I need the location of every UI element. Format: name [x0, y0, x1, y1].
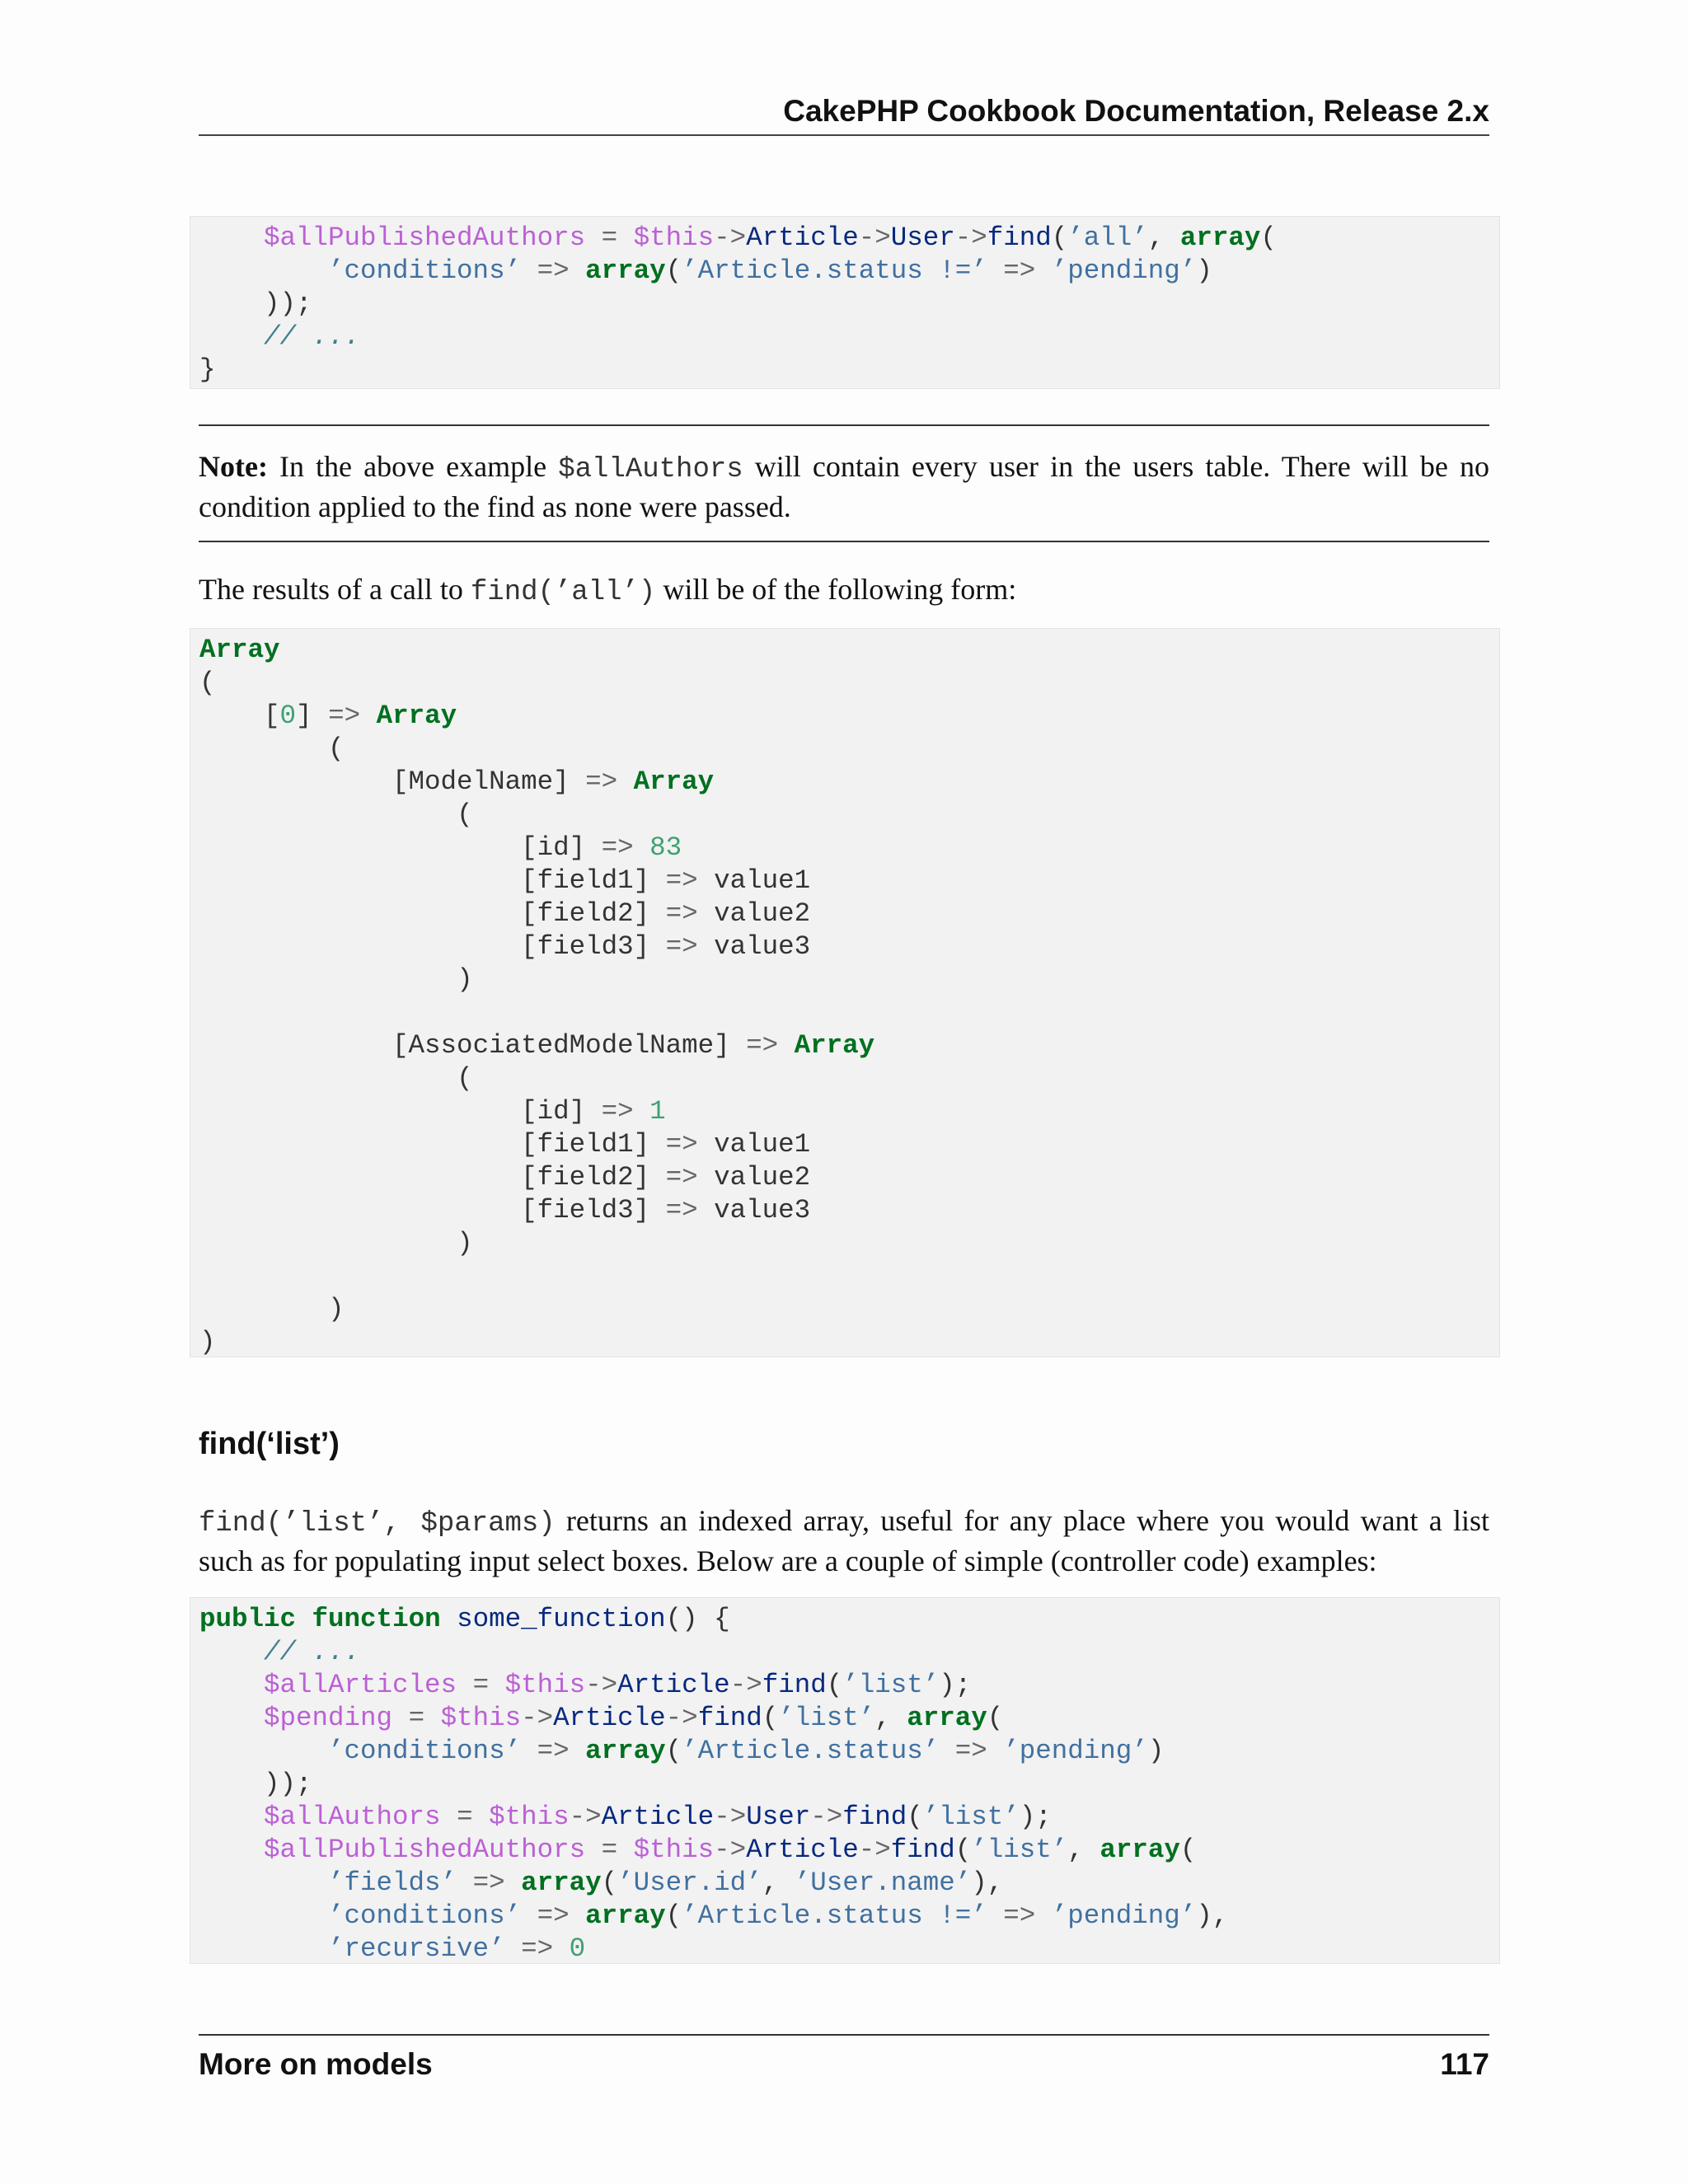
- find-list-text: returns an indexed array, useful for any place where you would want a list such as for populating input select boxes. Below are a couple of simple (controller code) examples:: [199, 1504, 1489, 1577]
- code-line: [199, 1194, 1499, 1227]
- code-token: $allPublishedAuthors: [264, 1835, 586, 1865]
- note-box: [199, 424, 1489, 542]
- code-token: [553, 1933, 570, 1964]
- code-token: value2: [714, 1162, 811, 1193]
- code-token: ’list’: [778, 1703, 875, 1733]
- code-line: [199, 1834, 1499, 1867]
- code-token: [521, 1736, 537, 1766]
- code-token: [698, 1195, 715, 1226]
- code-token: ’fields’: [328, 1868, 457, 1898]
- code-token: [521, 1900, 537, 1931]
- code-token: [617, 223, 634, 253]
- code-token: [field3]: [521, 931, 650, 962]
- code-token: find: [762, 1670, 827, 1700]
- note-label: Note:: [199, 450, 268, 483]
- code-token: [199, 1736, 328, 1766]
- code-token: [730, 1030, 747, 1061]
- code-line: [199, 1603, 1499, 1636]
- code-token: value1: [714, 1129, 811, 1160]
- code-line: [199, 1227, 1499, 1260]
- code-token: 83: [649, 832, 682, 863]
- code-token: [199, 1063, 457, 1094]
- code-token: $pending: [264, 1703, 393, 1733]
- code-token: ,: [874, 1703, 907, 1733]
- section-heading: find(‘list’): [199, 1427, 340, 1461]
- code-token: value3: [714, 1195, 811, 1226]
- code-line: [199, 1095, 1499, 1128]
- code-token: [199, 832, 521, 863]
- code-token: [360, 701, 377, 731]
- code-token: (: [665, 255, 682, 286]
- code-token: ->: [729, 1670, 762, 1700]
- code-token: [199, 1900, 328, 1931]
- page-number: 117: [1440, 2047, 1489, 2081]
- code-token: 0: [279, 701, 297, 731]
- code-line: [199, 963, 1499, 996]
- code-token: [199, 321, 264, 352]
- code-token: [585, 1096, 602, 1127]
- code-token: ): [328, 1294, 345, 1324]
- code-line: [199, 930, 1499, 963]
- code-token: =: [472, 1670, 490, 1700]
- code-token: [199, 1703, 264, 1733]
- code-token: (: [457, 799, 473, 830]
- code-token: [1035, 1900, 1052, 1931]
- code-token: [199, 1868, 328, 1898]
- code-token: ->: [714, 1835, 747, 1865]
- code-token: [585, 1835, 602, 1865]
- code-token: ): [199, 1327, 216, 1357]
- code-line: [199, 700, 1499, 733]
- code-line: [199, 1867, 1499, 1900]
- code-token: ->: [810, 1802, 843, 1832]
- code-token: [199, 223, 264, 253]
- code-token: User: [746, 1802, 811, 1832]
- code-token: [199, 1933, 328, 1964]
- code-token: (: [762, 1703, 779, 1733]
- code-token: [987, 1900, 1004, 1931]
- code-token: [649, 1162, 666, 1193]
- code-token: =>: [601, 1096, 634, 1127]
- code-token: ): [1147, 1736, 1165, 1766]
- code-token: $allArticles: [264, 1670, 457, 1700]
- code-token: ->: [714, 1802, 747, 1832]
- code-token: [617, 766, 634, 797]
- code-token: // ...: [264, 321, 361, 352]
- code-token: ->: [954, 223, 987, 253]
- code-token: [199, 1802, 264, 1832]
- code-token: );: [1019, 1802, 1052, 1832]
- code-token: $this: [504, 1670, 586, 1700]
- code-line: [199, 898, 1499, 930]
- code-line: [199, 1933, 1499, 1964]
- code-token: =: [408, 1703, 425, 1733]
- code-line: [199, 1260, 1499, 1293]
- code-block-result-form: [190, 628, 1500, 1357]
- code-token: [id]: [521, 1096, 586, 1127]
- code-token: [505, 1868, 522, 1898]
- code-token: =>: [746, 1030, 779, 1061]
- code-token: =>: [537, 1736, 570, 1766]
- code-token: [199, 733, 328, 764]
- code-token: [570, 255, 586, 286]
- find-list-paragraph: [199, 1502, 1489, 1580]
- code-token: array: [907, 1703, 987, 1733]
- code-token: ’conditions’: [328, 255, 522, 286]
- code-token: ));: [264, 1769, 312, 1799]
- code-token: (: [826, 1670, 843, 1700]
- code-line: [199, 255, 1499, 288]
- code-token: =>: [954, 1736, 987, 1766]
- code-line: [199, 288, 1499, 321]
- code-token: [585, 832, 602, 863]
- code-line: [199, 766, 1499, 799]
- code-token: [296, 1604, 312, 1634]
- code-line: [199, 1900, 1499, 1933]
- code-token: [199, 766, 392, 797]
- code-token: $allAuthors: [264, 1802, 441, 1832]
- code-token: array: [585, 1900, 666, 1931]
- code-token: ’User.name’: [794, 1868, 972, 1898]
- code-token: [424, 1703, 441, 1733]
- code-token: (: [199, 668, 216, 698]
- code-token: ’Article.status !=’: [682, 1900, 987, 1931]
- code-token: [199, 1637, 264, 1667]
- running-footer: [199, 2034, 1489, 2085]
- code-token: ->: [858, 223, 891, 253]
- code-token: =>: [665, 1162, 698, 1193]
- code-token: =>: [521, 1933, 554, 1964]
- code-token: [457, 1670, 473, 1700]
- code-line: [199, 1801, 1499, 1834]
- code-token: Article: [746, 1835, 859, 1865]
- code-token: Array: [199, 635, 280, 665]
- code-token: value2: [714, 898, 811, 929]
- code-token: (: [457, 1063, 473, 1094]
- code-token: function: [312, 1604, 441, 1634]
- results-text-after: will be of the following form:: [655, 573, 1017, 606]
- code-token: [778, 1030, 795, 1061]
- code-token: =>: [665, 931, 698, 962]
- code-token: ->: [521, 1703, 554, 1733]
- code-token: =>: [537, 255, 570, 286]
- code-token: $this: [633, 223, 715, 253]
- code-token: [649, 1129, 666, 1160]
- note-text-after: will contain every user in the users table. There will be no condition applied to the find as none were passed.: [199, 450, 1489, 523]
- code-token: ’conditions’: [328, 1736, 522, 1766]
- code-token: =>: [665, 1129, 698, 1160]
- code-token: ->: [665, 1703, 698, 1733]
- code-token: [199, 1769, 264, 1799]
- code-token: [649, 1195, 666, 1226]
- code-line: [199, 1636, 1499, 1669]
- code-token: [199, 964, 457, 995]
- code-token: [199, 1228, 457, 1258]
- code-token: [698, 1162, 715, 1193]
- code-token: [649, 898, 666, 929]
- code-token: [199, 799, 457, 830]
- code-token: [939, 1736, 955, 1766]
- code-token: [field1]: [521, 865, 650, 896]
- code-token: $allPublishedAuthors: [264, 223, 586, 253]
- code-token: =>: [472, 1868, 505, 1898]
- code-token: [id]: [521, 832, 586, 863]
- code-token: ,: [762, 1868, 795, 1898]
- code-line: [199, 996, 1499, 1029]
- code-token: [489, 1670, 505, 1700]
- code-token: ->: [585, 1670, 618, 1700]
- code-token: (: [1051, 223, 1068, 253]
- code-line: [199, 667, 1499, 700]
- code-token: [199, 1294, 328, 1324]
- code-line: [199, 733, 1499, 766]
- code-token: (: [987, 1703, 1004, 1733]
- note-text-before: In the above example: [279, 450, 559, 483]
- note-inline-code: $allAuthors: [558, 454, 743, 485]
- code-token: array: [585, 1736, 666, 1766]
- code-line: [199, 1161, 1499, 1194]
- code-token: array: [521, 1868, 602, 1898]
- code-token: Article: [553, 1703, 666, 1733]
- code-token: [199, 1129, 521, 1160]
- code-token: ’recursive’: [328, 1933, 505, 1964]
- code-token: [field2]: [521, 898, 650, 929]
- results-paragraph: [199, 571, 1489, 612]
- code-token: [698, 898, 715, 929]
- code-token: 1: [649, 1096, 666, 1127]
- code-token: ]: [296, 701, 312, 731]
- code-line: [199, 799, 1499, 832]
- code-token: (: [665, 1900, 682, 1931]
- code-line: [199, 634, 1499, 667]
- code-token: [987, 255, 1004, 286]
- code-line: [199, 1029, 1499, 1062]
- code-token: // ...: [264, 1637, 361, 1667]
- code-token: Article: [746, 223, 859, 253]
- code-token: ’conditions’: [328, 1900, 522, 1931]
- code-token: [ModelName]: [392, 766, 570, 797]
- code-token: [199, 898, 521, 929]
- code-token: (: [665, 1736, 682, 1766]
- code-token: }: [199, 354, 216, 385]
- code-token: [585, 223, 602, 253]
- code-line: [199, 1702, 1499, 1735]
- code-token: [199, 1670, 264, 1700]
- code-token: [634, 1096, 650, 1127]
- code-token: =: [601, 223, 618, 253]
- code-block-find-list-example: [190, 1597, 1500, 1964]
- code-token: [457, 1868, 473, 1898]
- code-token: array: [1179, 223, 1261, 253]
- code-line: [199, 1669, 1499, 1702]
- code-token: [field2]: [521, 1162, 650, 1193]
- code-token: ’pending’: [1051, 255, 1197, 286]
- code-token: =>: [585, 766, 618, 797]
- code-token: ),: [971, 1868, 1004, 1898]
- code-token: some_function: [457, 1604, 666, 1634]
- results-inline-code: find(’all’): [470, 577, 656, 608]
- code-token: [473, 1802, 490, 1832]
- code-token: ’Article.status !=’: [682, 255, 987, 286]
- code-token: [field1]: [521, 1129, 650, 1160]
- code-line: [199, 1735, 1499, 1768]
- header-title: CakePHP Cookbook Documentation, Release 2.x: [783, 94, 1489, 128]
- code-token: =>: [665, 1195, 698, 1226]
- code-token: [649, 865, 666, 896]
- code-token: [698, 865, 715, 896]
- code-token: ’all’: [1067, 223, 1148, 253]
- code-token: Array: [376, 701, 457, 731]
- code-token: Article: [601, 1802, 715, 1832]
- code-token: find: [697, 1703, 762, 1733]
- code-token: (: [328, 733, 345, 764]
- code-token: ,: [1147, 223, 1180, 253]
- code-token: ’list’: [922, 1802, 1020, 1832]
- code-token: ): [457, 1228, 473, 1258]
- code-token: ->: [858, 1835, 891, 1865]
- code-token: [199, 931, 521, 962]
- code-token: =>: [1003, 255, 1036, 286]
- code-token: [570, 1736, 586, 1766]
- code-token: [199, 255, 328, 286]
- code-token: [617, 1835, 634, 1865]
- code-token: array: [1100, 1835, 1180, 1865]
- code-token: [698, 1129, 715, 1160]
- code-token: ’list’: [842, 1670, 940, 1700]
- code-token: public: [199, 1604, 297, 1634]
- code-line: [199, 1326, 1499, 1357]
- code-line: [199, 1768, 1499, 1801]
- code-token: ’list’: [971, 1835, 1068, 1865]
- code-token: $this: [440, 1703, 522, 1733]
- code-token: find: [987, 223, 1052, 253]
- code-token: ’User.id’: [617, 1868, 762, 1898]
- code-token: array: [585, 255, 666, 286]
- code-token: [199, 1030, 392, 1061]
- code-token: [521, 255, 537, 286]
- code-token: ): [457, 964, 473, 995]
- code-token: ,: [1067, 1835, 1100, 1865]
- code-token: [987, 1736, 1004, 1766]
- code-token: [312, 701, 329, 731]
- code-token: [634, 832, 650, 863]
- code-token: Array: [633, 766, 715, 797]
- code-token: [649, 931, 666, 962]
- running-header: [199, 91, 1489, 136]
- code-token: [199, 1162, 521, 1193]
- code-token: [392, 1703, 409, 1733]
- code-token: value1: [714, 865, 811, 896]
- code-token: ’Article.status’: [682, 1736, 940, 1766]
- code-token: [199, 1835, 264, 1865]
- code-token: [field3]: [521, 1195, 650, 1226]
- code-token: =>: [665, 898, 698, 929]
- code-token: $this: [489, 1802, 570, 1832]
- code-token: =: [457, 1802, 473, 1832]
- code-token: ): [1196, 255, 1212, 286]
- results-text-before: The results of a call to: [199, 573, 471, 606]
- code-token: 0: [569, 1933, 586, 1964]
- code-token: [AssociatedModelName]: [392, 1030, 730, 1061]
- code-token: [698, 931, 715, 962]
- code-line: [199, 321, 1499, 354]
- footer-section: More on models: [199, 2047, 433, 2081]
- code-token: value3: [714, 931, 811, 962]
- code-token: [570, 766, 586, 797]
- code-line: [199, 222, 1499, 255]
- code-token: [505, 1933, 522, 1964]
- code-token: (: [601, 1868, 618, 1898]
- code-token: ));: [264, 288, 312, 319]
- code-token: =>: [665, 865, 698, 896]
- code-token: ’pending’: [1051, 1900, 1197, 1931]
- code-line: [199, 1062, 1499, 1095]
- code-token: [1035, 255, 1052, 286]
- code-line: [199, 832, 1499, 865]
- code-token: ->: [569, 1802, 602, 1832]
- code-token: =>: [328, 701, 361, 731]
- code-token: [199, 1195, 521, 1226]
- code-token: );: [939, 1670, 972, 1700]
- code-token: find: [890, 1835, 955, 1865]
- find-list-inline-code: find(’list’, $params): [199, 1508, 556, 1540]
- code-token: ->: [714, 223, 747, 253]
- code-token: Article: [617, 1670, 730, 1700]
- code-token: [441, 1802, 457, 1832]
- code-token: User: [890, 223, 955, 253]
- code-token: [199, 865, 521, 896]
- code-token: [199, 288, 264, 319]
- code-token: [570, 1900, 586, 1931]
- code-token: ),: [1196, 1900, 1229, 1931]
- code-token: =>: [601, 832, 634, 863]
- code-token: [199, 701, 264, 731]
- code-token: =>: [1003, 1900, 1036, 1931]
- code-token: $this: [633, 1835, 715, 1865]
- code-token: (: [954, 1835, 972, 1865]
- code-token: [199, 1096, 521, 1127]
- code-block-find-all-example: [190, 216, 1500, 389]
- code-token: (: [1260, 223, 1277, 253]
- code-token: =: [601, 1835, 618, 1865]
- code-token: [: [264, 701, 280, 731]
- code-token: [441, 1604, 457, 1634]
- code-line: [199, 1293, 1499, 1326]
- code-line: [199, 865, 1499, 898]
- code-line: [199, 354, 1499, 387]
- code-token: find: [842, 1802, 907, 1832]
- code-token: (: [907, 1802, 923, 1832]
- code-token: (: [1179, 1835, 1197, 1865]
- code-line: [199, 1128, 1499, 1161]
- code-token: Array: [794, 1030, 875, 1061]
- code-token: =>: [537, 1900, 570, 1931]
- code-token: () {: [665, 1604, 730, 1634]
- code-token: ’pending’: [1003, 1736, 1148, 1766]
